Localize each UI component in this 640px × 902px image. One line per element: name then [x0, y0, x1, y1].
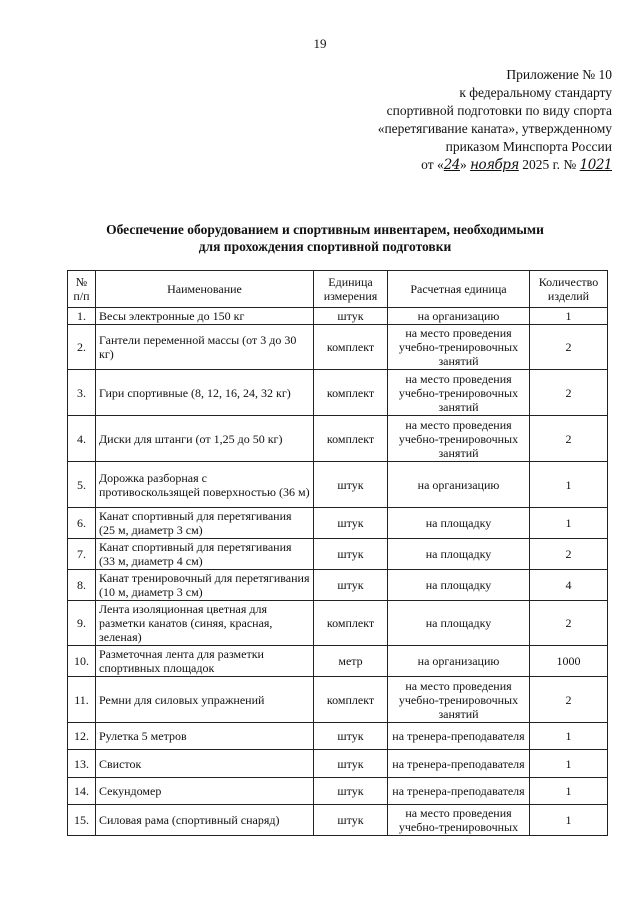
table-row [68, 646, 608, 677]
row-qty: 1 [530, 750, 608, 778]
row-name: Секундомер [96, 778, 314, 805]
row-calc: на площадку [388, 601, 530, 646]
row-unit: комплект [314, 325, 388, 370]
row-name: Дорожка разборная с противоскользящей поверхностью (36 м) [96, 462, 314, 508]
row-num: 14. [68, 778, 96, 805]
annex-date-line [312, 156, 612, 174]
row-unit: комплект [314, 416, 388, 462]
date-day: 24 [443, 157, 460, 173]
table-body [68, 308, 608, 836]
row-name: Диски для штанги (от 1,25 до 50 кг) [96, 416, 314, 462]
row-name: Канат спортивный для перетягивания (33 м, диаметр 4 см) [96, 539, 314, 570]
table-row [68, 508, 608, 539]
table-row [68, 462, 608, 508]
row-unit: комплект [314, 370, 388, 416]
document-title [30, 221, 620, 255]
row-name: Гири спортивные (8, 12, 16, 24, 32 кг) [96, 370, 314, 416]
row-qty: 1 [530, 508, 608, 539]
annex-line-2: к федеральному стандарту [459, 85, 612, 100]
row-calc: на организацию [388, 308, 530, 325]
row-calc: на тренера-преподавателя [388, 750, 530, 778]
header-unit: Единица измерения [314, 271, 388, 308]
row-num: 10. [68, 646, 96, 677]
header-qty: Количество изделий [530, 271, 608, 308]
date-year: 2025 г. № [522, 157, 577, 172]
row-unit: штук [314, 778, 388, 805]
row-qty: 1 [530, 723, 608, 750]
annex-block [312, 66, 612, 174]
row-name: Разметочная лента для разметки спортивных площадок [96, 646, 314, 677]
equipment-table [67, 270, 608, 836]
row-unit: штук [314, 308, 388, 325]
row-qty: 2 [530, 416, 608, 462]
row-num: 9. [68, 601, 96, 646]
row-unit: штук [314, 805, 388, 836]
row-num: 5. [68, 462, 96, 508]
table-row [68, 778, 608, 805]
header-num: № п/п [68, 271, 96, 308]
row-name: Лента изоляционная цветная для разметки канатов (синяя, красная, зеленая) [96, 601, 314, 646]
row-num: 11. [68, 677, 96, 723]
row-name: Гантели переменной массы (от 3 до 30 кг) [96, 325, 314, 370]
header-calc: Расчетная единица [388, 271, 530, 308]
row-calc: на организацию [388, 462, 530, 508]
row-unit: штук [314, 462, 388, 508]
annex-line-3: спортивной подготовки по виду спорта [386, 103, 612, 118]
row-num: 1. [68, 308, 96, 325]
row-calc: на место проведения учебно-тренировочных занятий [388, 677, 530, 723]
row-num: 12. [68, 723, 96, 750]
row-qty: 2 [530, 601, 608, 646]
table-row [68, 308, 608, 325]
date-month: ноября [470, 157, 519, 173]
row-unit: штук [314, 508, 388, 539]
row-qty: 1 [530, 778, 608, 805]
row-num: 2. [68, 325, 96, 370]
row-num: 15. [68, 805, 96, 836]
date-mid: » [459, 157, 467, 172]
annex-line-5: приказом Минспорта России [445, 139, 612, 154]
row-unit: комплект [314, 677, 388, 723]
table-row [68, 805, 608, 836]
row-num: 3. [68, 370, 96, 416]
page-number: 19 [313, 36, 327, 51]
table-row [68, 539, 608, 570]
row-name: Силовая рама (спортивный снаряд) [96, 805, 314, 836]
row-calc: на тренера-преподавателя [388, 723, 530, 750]
table-row [68, 723, 608, 750]
row-num: 13. [68, 750, 96, 778]
row-qty: 4 [530, 570, 608, 601]
row-num: 7. [68, 539, 96, 570]
row-name: Свисток [96, 750, 314, 778]
row-qty: 2 [530, 370, 608, 416]
row-unit: штук [314, 539, 388, 570]
header-name: Наименование [96, 271, 314, 308]
row-calc: на тренера-преподавателя [388, 778, 530, 805]
annex-line-1: Приложение № 10 [506, 67, 612, 82]
row-qty: 2 [530, 325, 608, 370]
table-row [68, 750, 608, 778]
row-calc: на площадку [388, 570, 530, 601]
row-calc: на площадку [388, 508, 530, 539]
table-header-row [68, 271, 608, 308]
row-qty: 1 [530, 805, 608, 836]
row-calc: на место проведения учебно-тренировочных занятий [388, 325, 530, 370]
table-row [68, 416, 608, 462]
row-name: Канат спортивный для перетягивания (25 м, диаметр 3 см) [96, 508, 314, 539]
row-qty: 2 [530, 539, 608, 570]
row-calc: на место проведения учебно-тренировочных занятий [388, 370, 530, 416]
row-num: 4. [68, 416, 96, 462]
row-calc: на место проведения учебно-тренировочных занятий [388, 416, 530, 462]
annex-line-4: «перетягивание каната», утвержденному [377, 121, 612, 136]
row-num: 6. [68, 508, 96, 539]
table-row [68, 601, 608, 646]
row-unit: штук [314, 723, 388, 750]
date-prefix: от « [421, 157, 444, 172]
title-line-2: для прохождения спортивной подготовки [198, 239, 452, 254]
row-calc: на место проведения учебно-тренировочных [388, 805, 530, 836]
row-unit: штук [314, 570, 388, 601]
row-qty: 1 [530, 462, 608, 508]
row-unit: метр [314, 646, 388, 677]
table-row [68, 370, 608, 416]
table-row [68, 570, 608, 601]
table-row [68, 677, 608, 723]
row-calc: на организацию [388, 646, 530, 677]
table-row [68, 325, 608, 370]
row-unit: штук [314, 750, 388, 778]
row-name: Ремни для силовых упражнений [96, 677, 314, 723]
row-calc: на площадку [388, 539, 530, 570]
row-qty: 1000 [530, 646, 608, 677]
order-number: 1021 [579, 157, 612, 173]
row-name: Рулетка 5 метров [96, 723, 314, 750]
title-line-1: Обеспечение оборудованием и спортивным инвентарем, необходимыми [106, 222, 544, 237]
row-qty: 1 [530, 308, 608, 325]
row-name: Канат тренировочный для перетягивания (10 м, диаметр 3 см) [96, 570, 314, 601]
row-qty: 2 [530, 677, 608, 723]
row-num: 8. [68, 570, 96, 601]
row-unit: комплект [314, 601, 388, 646]
row-name: Весы электронные до 150 кг [96, 308, 314, 325]
